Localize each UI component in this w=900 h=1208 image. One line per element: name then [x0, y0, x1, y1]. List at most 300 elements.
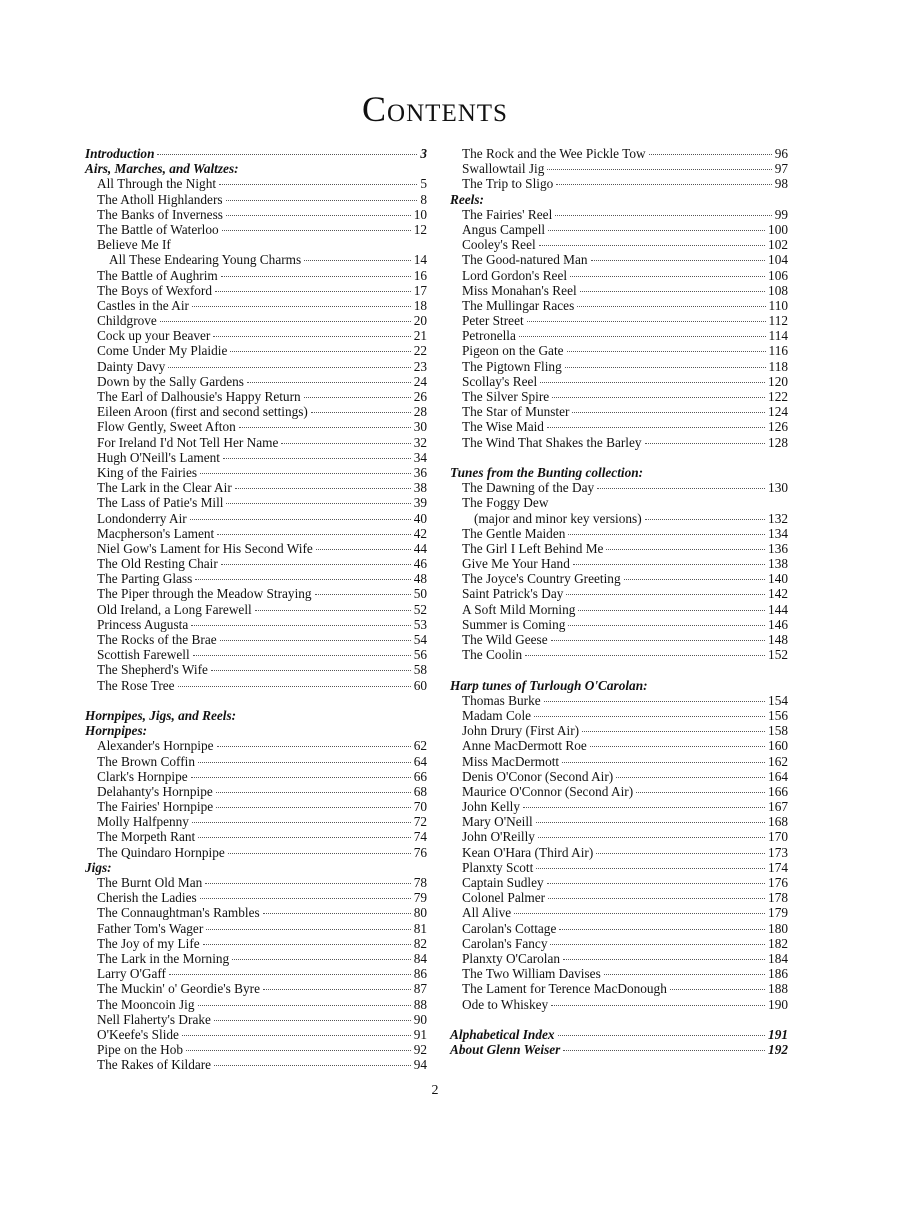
dot-leader	[226, 503, 410, 504]
toc-entry-page: 14	[413, 252, 427, 268]
dot-leader	[219, 184, 417, 185]
toc-entry-title: The Morpeth Rant	[97, 829, 196, 845]
toc-entry	[85, 784, 427, 799]
dot-leader	[203, 944, 411, 945]
toc-entry-title: Carolan's Cottage	[462, 920, 557, 936]
toc-entry-title: Londonderry Air	[97, 510, 187, 526]
toc-entry	[450, 343, 788, 358]
toc-entry-title: The Girl I Left Behind Me	[462, 540, 604, 556]
toc-entry-title: Childgrove	[97, 313, 157, 329]
dot-leader	[539, 245, 765, 246]
dot-leader	[200, 473, 411, 474]
toc-entry-page: 80	[413, 905, 427, 921]
dot-leader	[315, 594, 411, 595]
toc-entry	[85, 283, 427, 298]
toc-entry	[450, 784, 788, 799]
dot-leader	[214, 1065, 411, 1066]
toc-entry-page: 99	[774, 206, 788, 222]
toc-entry-page: 168	[768, 814, 788, 830]
toc-entry-page: 5	[420, 176, 427, 192]
toc-entry-title: The Lark in the Morning	[97, 950, 230, 966]
toc-entry	[85, 374, 427, 389]
dot-leader	[604, 974, 765, 975]
dot-leader	[536, 822, 765, 823]
toc-entry-title: John O'Reilly	[462, 829, 535, 845]
dot-leader	[645, 443, 766, 444]
toc-entry-title: The Coolin	[462, 647, 523, 663]
section-heading: Airs, Marches, and Waltzes:	[85, 161, 239, 177]
toc-entry	[85, 632, 427, 647]
dot-leader	[191, 625, 410, 626]
toc-entry	[450, 511, 788, 526]
toc-entry-title: O'Keefe's Slide	[97, 1026, 179, 1042]
toc-entry	[85, 176, 427, 191]
toc-entry-page: 86	[413, 966, 427, 982]
toc-entry-title: Scottish Farewell	[97, 647, 190, 663]
toc-entry-title: The Atholl Highlanders	[97, 191, 223, 207]
toc-entry-page: 90	[413, 1011, 427, 1027]
toc-entry-title: The Lament for Terence MacDonough	[462, 981, 667, 997]
dot-leader	[195, 579, 410, 580]
dot-leader	[220, 640, 411, 641]
toc-entry-title: Give Me Your Hand	[462, 556, 570, 572]
toc-entry	[450, 207, 788, 222]
dot-leader	[263, 913, 411, 914]
toc-entry-page: 188	[768, 981, 788, 997]
toc-entry-page: 17	[413, 282, 427, 298]
toc-entry-page: 58	[413, 662, 427, 678]
toc-entry-title: Scollay's Reel	[462, 373, 538, 389]
dot-leader	[192, 822, 411, 823]
toc-entry-title: The Pigtown Fling	[462, 358, 562, 374]
toc-entry-page: 182	[768, 935, 788, 951]
toc-entry	[85, 404, 427, 419]
toc-entry-page: 78	[413, 875, 427, 890]
toc-entry	[85, 829, 427, 844]
toc-entry-page: 120	[768, 373, 788, 389]
toc-entry-title: Dainty Davy	[97, 358, 166, 374]
dot-leader	[556, 184, 771, 185]
toc-entry	[85, 450, 427, 465]
toc-entry-title: The Connaughtman's Rambles	[97, 905, 260, 921]
toc-entry	[450, 313, 788, 328]
toc-entry	[85, 419, 427, 434]
toc-entry-title: Miss Monahan's Reel	[462, 282, 577, 298]
toc-entry-page: 100	[768, 221, 788, 237]
toc-entry-page: 44	[413, 540, 427, 556]
toc-entry	[85, 997, 427, 1012]
toc-entry-title: The Shepherd's Wife	[97, 662, 208, 678]
section-spacer	[450, 450, 788, 465]
toc-entry	[450, 647, 788, 662]
toc-entry	[85, 966, 427, 981]
toc-entry	[85, 465, 427, 480]
toc-entry-title: Peter Street	[462, 313, 524, 329]
toc-entry-page: 84	[413, 950, 427, 966]
dot-leader	[519, 336, 766, 337]
toc-entry-title: A Soft Mild Morning	[462, 601, 576, 617]
dot-leader	[568, 625, 765, 626]
dot-leader	[544, 701, 765, 702]
toc-entry	[450, 875, 788, 890]
toc-entry-page: 21	[413, 328, 427, 344]
toc-entry-title: The Muckin' o' Geordie's Byre	[97, 981, 261, 997]
toc-entry-title: The Parting Glass	[97, 571, 193, 587]
dot-leader	[616, 777, 765, 778]
dot-leader	[239, 427, 411, 428]
toc-entry-page: 174	[768, 859, 788, 875]
toc-entry-page: 12	[413, 221, 427, 237]
dot-leader	[230, 351, 410, 352]
dot-leader	[157, 154, 417, 155]
section-spacer	[85, 693, 427, 708]
toc-entry	[85, 252, 427, 267]
dot-leader	[226, 200, 418, 201]
toc-entry-page: 191	[768, 1026, 788, 1042]
dot-leader	[215, 291, 411, 292]
toc-entry-title: Miss MacDermott	[462, 753, 560, 769]
toc-entry-title: The Lark in the Clear Air	[97, 480, 232, 496]
toc-entry-page: 152	[768, 647, 788, 663]
toc-entry-title: The Rakes of Kildare	[97, 1057, 212, 1073]
toc-entry-title: Planxty Scott	[462, 859, 534, 875]
toc-entry-page: 126	[768, 419, 788, 435]
dot-leader	[182, 1035, 411, 1036]
toc-entry	[450, 359, 788, 374]
toc-entry-page: 68	[413, 783, 427, 799]
dot-leader	[186, 1050, 411, 1051]
section-spacer	[450, 662, 788, 677]
toc-entry-title: The Wild Geese	[462, 632, 548, 647]
toc-entry	[450, 556, 788, 571]
dot-leader	[591, 260, 766, 261]
toc-entry-title: The Banks of Inverness	[97, 206, 223, 222]
toc-entry-page: 30	[413, 419, 427, 435]
toc-entry-page: 128	[768, 434, 788, 450]
toc-entry-title: The Old Resting Chair	[97, 556, 218, 572]
dot-leader	[190, 519, 411, 520]
toc-entry	[450, 951, 788, 966]
toc-entry-title: Carolan's Fancy	[462, 935, 548, 951]
toc-entry	[85, 192, 427, 207]
toc-entry	[85, 936, 427, 951]
toc-entry-title: Denis O'Conor (Second Air)	[462, 768, 614, 784]
dot-leader	[580, 291, 765, 292]
toc-entry-title: Madam Cole	[462, 707, 532, 723]
toc-entry	[85, 678, 427, 693]
toc-entry-page: 23	[413, 358, 427, 374]
toc-entry	[85, 799, 427, 814]
dot-leader	[567, 351, 766, 352]
toc-entry	[450, 708, 788, 723]
toc-entry-page: 24	[413, 373, 427, 389]
toc-entry-page: 56	[413, 647, 427, 663]
toc-entry-title: Planxty O'Carolan	[462, 950, 561, 966]
dot-leader	[563, 959, 765, 960]
toc-entry-page: 96	[774, 146, 788, 161]
page-title: Contents	[362, 89, 508, 129]
toc-entry	[450, 845, 788, 860]
toc-entry-title: Saint Patrick's Day	[462, 586, 564, 602]
toc-entry-page: 176	[768, 875, 788, 890]
dot-leader	[597, 488, 765, 489]
toc-entry-page: 122	[768, 389, 788, 404]
toc-entry	[450, 146, 788, 161]
toc-entry-page: 144	[768, 601, 788, 617]
toc-entry-title: The Silver Spire	[462, 389, 550, 404]
toc-entry-title: Pigeon on the Gate	[462, 343, 564, 359]
toc-entry	[450, 571, 788, 586]
toc-entry-page: 116	[768, 343, 788, 359]
toc-entry	[85, 298, 427, 313]
dot-leader	[670, 989, 765, 990]
toc-entry	[85, 526, 427, 541]
dot-leader	[596, 853, 765, 854]
toc-entry-page: 160	[768, 738, 788, 754]
toc-entry	[85, 875, 427, 890]
toc-entry	[450, 921, 788, 936]
toc-entry	[450, 480, 788, 495]
toc-entry-page: 166	[768, 783, 788, 799]
toc-entry-title: The Piper through the Meadow Straying	[97, 586, 312, 602]
dot-leader	[192, 306, 411, 307]
toc-entry	[85, 738, 427, 753]
toc-entry	[450, 161, 788, 176]
toc-entry-title: John Drury (First Air)	[462, 723, 580, 739]
dot-leader	[311, 412, 411, 413]
section-heading: Harp tunes of Turlough O'Carolan:	[450, 677, 648, 693]
dot-leader	[304, 397, 411, 398]
toc-entry-title: The Mullingar Races	[462, 297, 575, 313]
toc-entry-title: The Rock and the Wee Pickle Tow	[462, 146, 646, 161]
toc-entry-title: Macpherson's Lament	[97, 525, 215, 541]
toc-entry-title: The Joyce's Country Greeting	[462, 571, 621, 587]
toc-entry-page: 62	[413, 738, 427, 754]
toc-entry	[450, 328, 788, 343]
toc-entry-title: Larry O'Gaff	[97, 966, 166, 982]
dot-leader	[226, 215, 411, 216]
toc-entry-page: 124	[768, 404, 788, 420]
toc-entry	[450, 222, 788, 237]
dot-leader	[228, 853, 411, 854]
section-heading: Reels:	[450, 191, 484, 207]
toc-entry	[85, 556, 427, 571]
toc-entry-title: The Gentle Maiden	[462, 525, 566, 541]
toc-entry-title: Mary O'Neill	[462, 814, 533, 830]
toc-entry-title: The Burnt Old Man	[97, 875, 203, 890]
dot-leader	[536, 868, 765, 869]
toc-entry	[450, 1027, 788, 1042]
toc-entry	[85, 389, 427, 404]
toc-entry-title: Ode to Whiskey	[462, 996, 549, 1012]
toc-entry-title: Cooley's Reel	[462, 237, 536, 253]
toc-entry	[450, 814, 788, 829]
toc-entry-page: 10	[413, 206, 427, 222]
dot-leader	[222, 230, 411, 231]
toc-entry	[85, 268, 427, 283]
toc-entry-title: Swallowtail Jig	[462, 161, 545, 177]
toc-entry	[450, 1042, 788, 1057]
toc-entry	[450, 602, 788, 617]
toc-entry-title: Castles in the Air	[97, 297, 189, 313]
toc-entry	[85, 313, 427, 328]
toc-entry-page: 158	[768, 723, 788, 739]
toc-entry	[450, 541, 788, 556]
dot-leader	[214, 1020, 411, 1021]
toc-entry	[85, 662, 427, 677]
toc-entry-page: 136	[768, 540, 788, 556]
toc-entry-title: Petronella	[462, 328, 516, 344]
toc-entry-title: The Foggy Dew	[462, 495, 549, 511]
toc-entry-page: 66	[413, 768, 427, 784]
toc-entry-page: 97	[774, 161, 788, 177]
toc-entry	[450, 617, 788, 632]
dot-leader	[547, 169, 771, 170]
dot-leader	[563, 1050, 765, 1051]
toc-entry-page: 178	[768, 890, 788, 906]
toc-entry-page: 64	[413, 753, 427, 769]
toc-entry-page: 156	[768, 707, 788, 723]
toc-entry-page: 3	[420, 146, 427, 161]
dot-leader	[216, 807, 411, 808]
toc-entry	[85, 845, 427, 860]
toc-entry-page: 148	[768, 632, 788, 647]
toc-entry	[85, 511, 427, 526]
toc-entry-page: 53	[413, 616, 427, 632]
dot-leader	[547, 883, 765, 884]
toc-entry-title: Alphabetical Index	[450, 1026, 555, 1042]
toc-entry-title: Molly Halfpenny	[97, 814, 189, 830]
dot-leader	[232, 959, 411, 960]
dot-leader	[538, 837, 765, 838]
toc-entry	[85, 814, 427, 829]
dot-leader	[568, 534, 765, 535]
toc-entry	[450, 237, 788, 252]
dot-leader	[263, 989, 411, 990]
dot-leader	[527, 321, 766, 322]
toc-entry-page: 32	[413, 434, 427, 450]
toc-entry-page: 92	[413, 1042, 427, 1058]
toc-entry-title: About Glenn Weiser	[450, 1042, 561, 1058]
toc-entry	[450, 905, 788, 920]
section-spacer	[450, 1012, 788, 1027]
toc-entry-page: 112	[768, 313, 788, 329]
toc-entry-title: Believe Me If	[97, 237, 171, 253]
toc-entry	[85, 769, 427, 784]
dot-leader	[211, 670, 411, 671]
dot-leader	[217, 746, 411, 747]
toc-entry	[85, 1027, 427, 1042]
toc-entry-page: 130	[768, 480, 788, 496]
toc-entry	[450, 586, 788, 601]
toc-entry-page: 167	[768, 799, 788, 815]
toc-entry-title: The Earl of Dalhousie's Happy Return	[97, 389, 301, 404]
toc-entry-title: The Brown Coffin	[97, 753, 195, 769]
toc-entry-title: Flow Gently, Sweet Afton	[97, 419, 236, 435]
dot-leader	[534, 716, 765, 717]
dot-leader	[255, 610, 411, 611]
toc-entry-page: 173	[768, 844, 788, 860]
toc-entry	[85, 328, 427, 343]
toc-entry-title: The Wind That Shakes the Barley	[462, 434, 642, 450]
toc-entry-page: 28	[413, 404, 427, 420]
toc-entry-title: The Battle of Aughrim	[97, 267, 218, 283]
dot-leader	[559, 929, 765, 930]
toc-entry-title: The Rocks of the Brae	[97, 632, 217, 647]
dot-leader	[198, 762, 411, 763]
toc-entry	[450, 374, 788, 389]
toc-entry	[450, 723, 788, 738]
toc-entry	[450, 936, 788, 951]
toc-entry-page: 87	[413, 981, 427, 997]
section-heading: Hornpipes, Jigs, and Reels:	[85, 707, 237, 723]
page-number: 2	[431, 1083, 439, 1098]
toc-entry	[85, 480, 427, 495]
toc-entry-page: 184	[768, 950, 788, 966]
toc-entry-page: 34	[413, 449, 427, 465]
toc-entry-page: 138	[768, 556, 788, 572]
dot-leader	[572, 412, 765, 413]
dot-leader	[213, 336, 410, 337]
dot-leader	[206, 929, 410, 930]
toc-entry-title: Old Ireland, a Long Farewell	[97, 601, 252, 617]
toc-entry-title: All Alive	[462, 905, 512, 921]
toc-entry-page: 179	[768, 905, 788, 921]
toc-entry-page: 146	[768, 616, 788, 632]
toc-entry-page: 48	[413, 571, 427, 587]
toc-entry-title: The Two William Davises	[462, 966, 601, 982]
toc-entry-title: Come Under My Plaidie	[97, 343, 228, 359]
toc-entry	[450, 966, 788, 981]
toc-entry-page: 54	[413, 632, 427, 647]
dot-leader	[316, 549, 411, 550]
toc-entry	[85, 981, 427, 996]
toc-entry-title: The Dawning of the Day	[462, 480, 595, 496]
toc-entry	[450, 252, 788, 267]
toc-entry-page: 140	[768, 571, 788, 587]
toc-entry-page: 72	[413, 814, 427, 830]
toc-entry-title: The Joy of my Life	[97, 935, 200, 951]
dot-leader	[525, 655, 765, 656]
dot-leader	[548, 898, 765, 899]
dot-leader	[645, 519, 765, 520]
toc-entry-title: The Battle of Waterloo	[97, 221, 219, 237]
toc-entry	[450, 738, 788, 753]
toc-entry-page: 46	[413, 556, 427, 572]
dot-leader	[577, 306, 765, 307]
toc-entry-title: Delahanty's Hornpipe	[97, 783, 213, 799]
toc-entry-title: Thomas Burke	[462, 692, 541, 708]
dot-leader	[198, 837, 410, 838]
toc-entry-page: 88	[413, 996, 427, 1012]
toc-entry	[85, 921, 427, 936]
toc-entry-page: 142	[768, 586, 788, 602]
toc-entry-page: 91	[413, 1026, 427, 1042]
toc-entry-title: Cherish the Ladies	[97, 890, 197, 906]
toc-entry-title: Anne MacDermott Roe	[462, 738, 587, 754]
dot-leader	[649, 154, 772, 155]
toc-entry-page: 170	[768, 829, 788, 845]
toc-entry-title: For Ireland I'd Not Tell Her Name	[97, 434, 279, 450]
toc-entry	[85, 222, 427, 237]
toc-entry-page: 192	[768, 1042, 788, 1058]
dot-leader	[281, 443, 410, 444]
toc-entry	[450, 981, 788, 996]
toc-entry-page: 190	[768, 996, 788, 1012]
toc-entry-page: 79	[413, 890, 427, 906]
dot-leader	[565, 367, 766, 368]
dot-leader	[168, 367, 410, 368]
